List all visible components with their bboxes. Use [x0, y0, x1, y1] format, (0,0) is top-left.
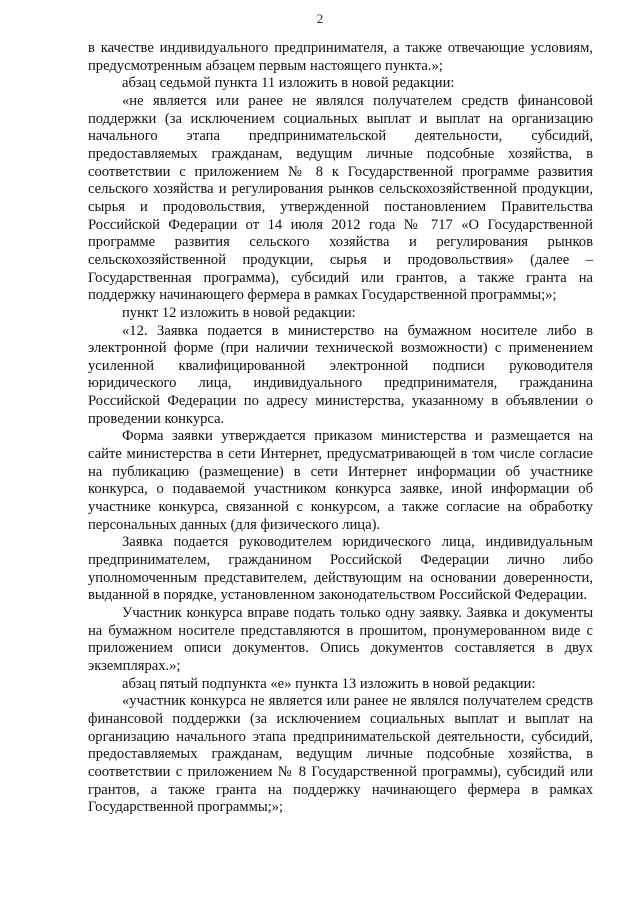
paragraph-continuation: в качестве индивидуального предпринимателя, а также отвечающие условиям, предусмотренным абзацем первым настоящего пункта.»;: [88, 40, 593, 74]
document-body: [88, 40, 593, 817]
paragraph-amendment-text: Участник конкурса вправе подать только одну заявку. Заявка и документы на бумажном носителе представляются в прошитом, пронумерованном виде с приложением описи документов. Опись документов составляется в двух экземплярах.»;: [88, 605, 593, 674]
paragraph-amendment-text: Заявка подается руководителем юридического лица, индивидуальным предпринимателем, гражданином Российской Федерации лично либо уполномоченным представителем, действующим на основании доверенности, выданной в порядке, установленном законодательством Российской Федерации.: [88, 534, 593, 604]
page-number: 2: [316, 11, 324, 26]
paragraph-amendment-instruction: абзац седьмой пункта 11 изложить в новой редакции:: [122, 75, 455, 92]
paragraph-amendment-text: «12. Заявка подается в министерство на бумажном носителе либо в электронной форме (при наличии технической возможности) с применением усиленной квалифицированной электронной подписи руководителя юридического лица, индивидуального предпринимателя, гражданина Российской Федерации по адресу министерства, указанному в объявлении о проведении конкурса.: [88, 322, 593, 427]
paragraph-amendment-instruction: абзац пятый подпункта «е» пункта 13 изложить в новой редакции:: [122, 675, 536, 692]
paragraph-amendment-text: Форма заявки утверждается приказом министерства и размещается на сайте министерства в сети Интернет, предусматривающей в том числе согласие на публикацию (размещение) в сети Интернет информации об участнике конкурса, о подаваемой участником конкурса заявке, иной информации об участнике конкурса, связанной с конкурсом, а также согласие на обработку персональных данных (для физического лица).: [88, 428, 593, 533]
paragraph-amendment-text: «участник конкурса не является или ранее не являлся получателем средств финансовой поддержки (за исключением социальных выплат и выплат на организацию начального этапа предпринимательской деятельности, субсидий, предоставляемых гражданам, ведущим личные подсобные хозяйства, в соответствии с приложением № 8 Государственной программы), субсидий или грантов, а также гранта на поддержку начинающего фермера в рамках Государственной программы;»;: [88, 693, 593, 816]
paragraph-amendment-text: «не является или ранее не являлся получателем средств финансовой поддержки (за исключением социальных выплат и выплат на организацию начального этапа предпринимательской деятельности, субсидий, предоставляемых гражданам, ведущим личные подсобные хозяйства, в соответствии с приложением № 8 к Государственной программе развития сельского хозяйства и регулирования рынков сельскохозяйственной продукции, сырья и продовольствия, утвержденной постановлением Правительства Российской Федерации от 14 июля 2012 года № 717 «О Государственной программе развития сельского хозяйства и регулирования рынков сельскохозяйственной продукции, сырья и продовольствия» (далее – Государственная программа), субсидий или грантов, а также гранта на поддержку начинающего фермера в рамках Государственной программы;»;: [88, 92, 593, 304]
paragraph-amendment-instruction: пункт 12 изложить в новой редакции:: [122, 304, 356, 321]
